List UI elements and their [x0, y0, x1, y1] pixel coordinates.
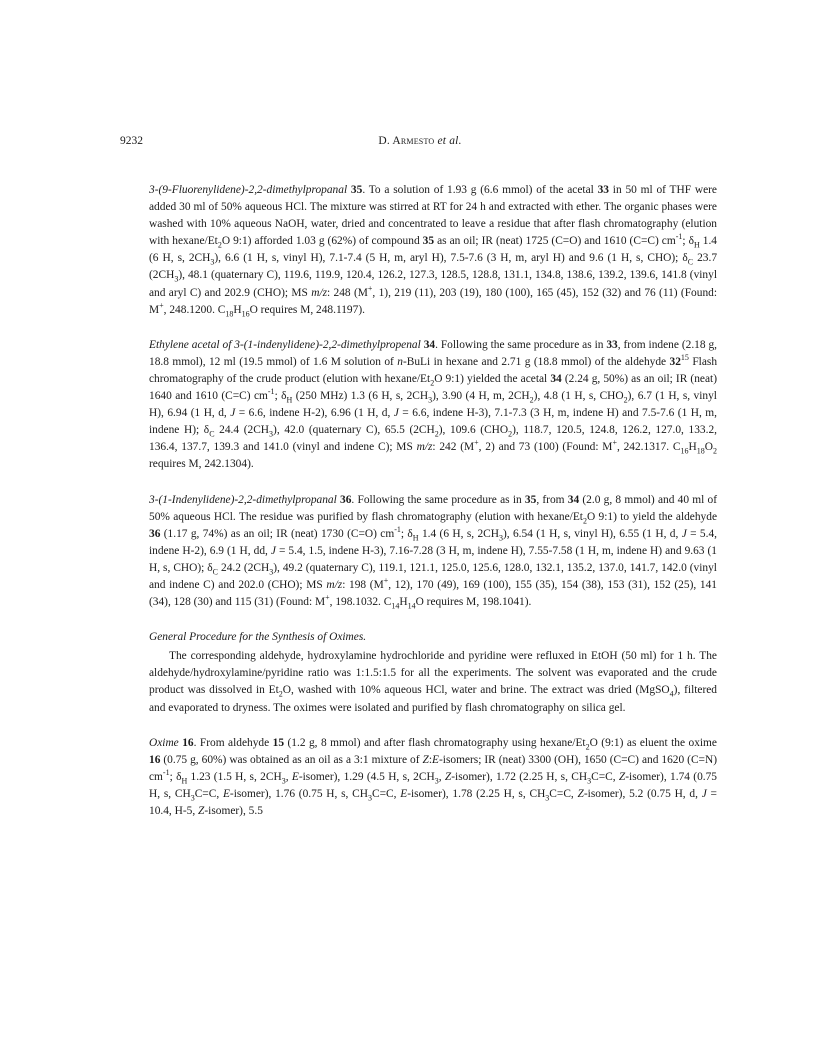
- paragraph-body: . To a solution of 1.93 g (6.6 mmol) of the acetal 33 in 50 ml of THF were added 30 ml of 50% aqueous HCl. The mixture was stirred at RT for 24 h and extracted with ether. The organic phases were washed with 10% aqueous NaOH, water, dried and concentrated to leave a residue that after flash chromatography (elution with hexane/$Et_2O$ 9:1) afforded 1.03 g (62%) of compound 35 as an oil; IR (neat) 1725 (C=O) and 1610 (C=C) $cm^{-1}$; $\delta_H$ 1.4 (6 H, s, $2CH_3$), 6.6 (1 H, s, vinyl H), 7.1-7.4 (5 H, m, aryl H), 7.5-7.6 (3 H, m, aryl H) and 9.6 (1 H, s, CHO); $\delta_C$ 23.7 $(2CH_3)$, 48.1 (quaternary C), 119.6, 119.9, 120.4, 126.2, 127.3, 128.5, 128.8, 131.1, 134.8, 138.6, 139.2, 139.6, 141.8 (vinyl and aryl C) and 202.9 (CHO); MS m/z: 248 (M+, 1), 219 (11), 203 (19), 180 (100), 165 (45), 152 (32) and 76 (11) (Found: M+, 248.1200. $C_{18}H_{16}O$ requires M, 248.1197).: [149, 184, 718, 318]
- paragraph-compound-35: [149, 182, 717, 319]
- compound-title: Ethylene acetal of 3-(1-indenylidene)-2,2-dimethylpropenal: [149, 338, 421, 351]
- paragraph-general-procedure: The corresponding aldehyde, hydroxylamine hydrochloride and pyridine were refluxed in EtOH (50 ml) for 1 h. The aldehyde/hydroxylamine/pyridine ratio was 1:1.5:1.5 for all the experiments. The solvent was evaporated and the crude product was dissolved in $Et_2O$, washed with 10% aqueous HCl, water and brine. The extract was dried (MgSO$_4$), filtered and evaporated to dryness. The oximes were isolated and purified by flash chromatography on silica gel.: [149, 650, 717, 714]
- compound-title: Oxime: [149, 736, 179, 749]
- compound-number: 34: [423, 338, 436, 351]
- compound-number: 35: [350, 184, 363, 196]
- running-head: [120, 135, 720, 147]
- compound-number: 16: [182, 736, 194, 749]
- paragraph-compound-34: [149, 337, 717, 474]
- paragraph-body: . Following the same procedure as in 35, from 34 (2.0 g, 8 mmol) and 40 ml of 50% aqueous HCl. The residue was purified by flash chromatography (elution with hexane/$Et_2O$ 9:1) to yield the aldehyde 36 (1.17 g, 74%) as an oil; IR (neat) 1730 (C=O) $cm^{-1}$; $\delta_H$ 1.4 (6 H, s, $2CH_3$), 6.54 (1 H, s, vinyl H), 6.55 (1 H, d, J = 5.4, indene H-2), 6.9 (1 H, dd, J = 5.4, 1.5, indene H-3), 7.16-7.28 (3 H, m, indene H), 7.55-7.58 (1 H, m, indene H) and 9.63 (1 H, s, CHO); $\delta_C$ 24.2 $(2CH_3)$, 49.2 (quaternary C), 119.1, 121.1, 125.0, 125.6, 128.0, 132.1, 135.2, 137.0, 141.7, 142.0 (vinyl and indene C) and 202.0 (CHO); MS m/z: 198 (M+, 12), 170 (49), 169 (100), 155 (35), 154 (38), 153 (31), 152 (25), 141 (34), 128 (30) and 115 (31) (Found: M+, 198.1032. $C_{14}H_{14}O$ requires M, 198.1041).: [149, 493, 718, 611]
- paragraph-oxime-16: [149, 735, 717, 820]
- paragraph-body: . From aldehyde 15 (1.2 g, 8 mmol) and after flash chromatography using hexane/$Et_2O$ (9:1) as eluent the oxime 16 (0.75 g, 60%) was obtained as an oil as a 3:1 mixture of Z:E-isomers; IR (neat) 3300 (OH), 1650 (C=C) and 1620 (C=N) $cm^{-1}$; $\delta_H$ 1.23 (1.5 H, s, $2CH_3$, E-isomer), 1.29 (4.5 H, s, $2CH_3$, Z-isomer), 1.72 (2.25 H, s, $CH_3C=C$, Z-isomer), 1.74 (0.75 H, s, $CH_3C=C$, E-isomer), 1.76 (0.75 H, s, $CH_3C=C$, E-isomer), 1.78 (2.25 H, s, $CH_3C=C$, Z-isomer), 5.2 (0.75 H, d, J = 10.4, H-5, Z-isomer), 5.5: [149, 736, 718, 817]
- compound-number: 36: [340, 493, 352, 506]
- running-head-author: D. Armesto: [378, 135, 435, 147]
- compound-title: 3-(9-Fluorenylidene)-2,2-dimethylpropanal: [149, 184, 348, 196]
- running-head-etal: et al.: [437, 135, 462, 147]
- compound-title: 3-(1-Indenylidene)-2,2-dimethylpropanal: [149, 493, 337, 506]
- article-body: [149, 182, 717, 838]
- paragraph-body: . Following the same procedure as in 33, from indene (2.18 g, 18.8 mmol), 12 ml (19.5 mmol) of 1.6 M solution of n-BuLi in hexane and 2.71 g (18.8 mmol) of the aldehyde $32^{15}$ Flash chromatography of the crude product (elution with hexane/$Et_2O$ 9:1) yielded the acetal 34 (2.24 g, 50%) as an oil; IR (neat) 1640 and 1610 (C=C) $cm^{-1}$; $\delta_H$ (250 MHz) 1.3 (6 H, s, $2CH_3$), 3.90 (4 H, m, $2CH_2$), 4.8 (1 H, s, $CHO_2$), 6.7 (1 H, s, vinyl H), 6.94 (1 H, d, J = 6.6, indene H-2), 6.96 (1 H, d, J = 6.6, indene H-3), 7.1-7.3 (3 H, m, indene H) and 7.5-7.6 (1 H, m, indene H); $\delta_C$ 24.4 $(2CH_3)$, 42.0 (quaternary C), 65.5 $(2CH_2)$, 109.6 $(CHO_2)$, 118.7, 120.5, 124.8, 126.2, 127.0, 133.2, 136.4, 137.7, 139.3 and 141.0 (vinyl and indene C); MS m/z: 242 (M+, 2) and 73 (100) (Found: M+, 242.1317. $C_{16}H_{18}O_2$ requires M, 242.1304).: [149, 338, 718, 471]
- section-heading-oximes: General Procedure for the Synthesis of Oximes.: [149, 631, 367, 644]
- page-header: [120, 135, 720, 151]
- paragraph-compound-36: [149, 492, 717, 612]
- page-number: 9232: [120, 135, 143, 147]
